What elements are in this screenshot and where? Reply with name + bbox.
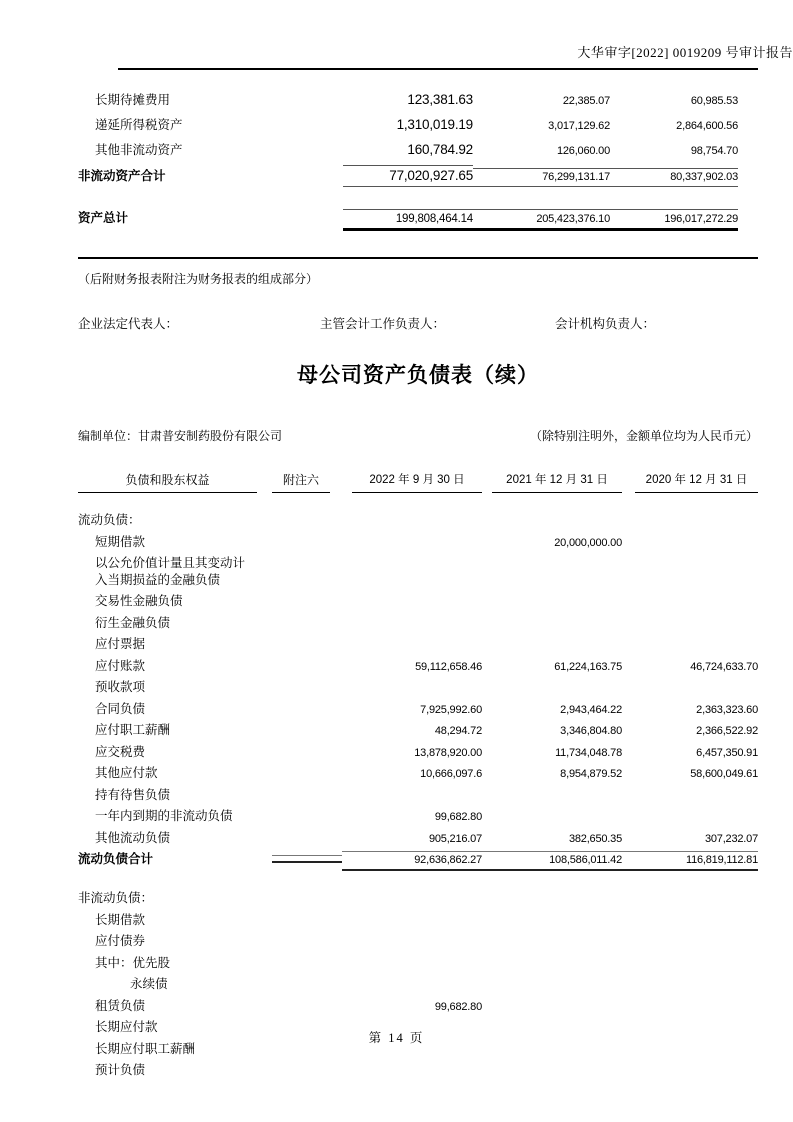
value-2021-12-31 bbox=[482, 521, 622, 524]
row-label bbox=[95, 996, 272, 1014]
value-2022-09-30: 7,925,992.60 bbox=[420, 703, 482, 716]
value-2021-12-31: 126,060.00 bbox=[556, 145, 610, 157]
liabilities-table bbox=[78, 510, 758, 1082]
signature-line bbox=[78, 314, 758, 332]
table-row bbox=[78, 996, 758, 1018]
row-label-line1: 其中：优先股 bbox=[95, 955, 171, 970]
value-2022-09-30 bbox=[342, 645, 482, 648]
legal-representative-label: 企业法定代表人： bbox=[78, 317, 179, 331]
value-2020-12-31: 80,337,902.03 bbox=[610, 168, 738, 187]
note-cell bbox=[272, 624, 342, 627]
value-2022-09-30 bbox=[342, 921, 482, 924]
accounting-dept-head-label: 会计机构负责人： bbox=[555, 317, 656, 331]
row-label-line1: 持有待售负债 bbox=[95, 787, 171, 802]
row-label bbox=[78, 849, 272, 867]
note-cell bbox=[272, 602, 342, 605]
value-2022-09-30: 99,682.80 bbox=[434, 1000, 482, 1013]
currency-unit-note: （除特别注明外，金额单位均为人民币元） bbox=[529, 429, 758, 443]
value-2021-12-31 bbox=[482, 564, 622, 567]
value-2021-12-31 bbox=[482, 985, 622, 988]
column-header-note: 附注六 bbox=[272, 471, 330, 493]
row-label bbox=[95, 656, 272, 674]
assets-table bbox=[78, 90, 758, 233]
row-label-line1: 租赁负债 bbox=[95, 998, 146, 1013]
row-label: 其他非流动资产 bbox=[95, 143, 183, 157]
note-cell bbox=[272, 796, 342, 799]
row-label bbox=[95, 699, 272, 717]
value-2022-09-30: 123,381.63 bbox=[407, 92, 473, 107]
row-label bbox=[95, 591, 272, 609]
value-2022-09-30 bbox=[342, 602, 482, 605]
value-2021-12-31: 2,943,464.22 bbox=[560, 703, 622, 716]
value-2020-12-31 bbox=[622, 564, 758, 567]
value-2022-09-30: 48,294.72 bbox=[434, 725, 482, 737]
row-label bbox=[95, 806, 272, 824]
value-2020-12-31 bbox=[622, 921, 758, 924]
table-row bbox=[78, 699, 758, 721]
row-label-line2: 入当期损益的金融负债 bbox=[95, 572, 221, 587]
table-row bbox=[78, 510, 758, 532]
note-cell bbox=[272, 899, 342, 902]
table-row bbox=[78, 140, 738, 165]
table-row bbox=[78, 888, 758, 910]
value-2021-12-31: 76,299,131.17 bbox=[473, 168, 610, 187]
value-2020-12-31 bbox=[622, 602, 758, 605]
value-2021-12-31: 22,385.07 bbox=[562, 95, 610, 107]
row-label-line1: 应付票据 bbox=[95, 637, 146, 651]
note-cell bbox=[272, 855, 342, 863]
table-row bbox=[78, 785, 758, 807]
value-2022-09-30: 59,112,658.46 bbox=[415, 660, 482, 673]
row-label-line1: 预计负债 bbox=[95, 1063, 146, 1077]
liabilities-table-header bbox=[78, 471, 758, 493]
column-header-2020-12-31: 2020 年 12 月 31 日 bbox=[635, 471, 758, 493]
value-2020-12-31: 46,724,633.70 bbox=[690, 660, 758, 673]
header-rule bbox=[118, 68, 758, 70]
note-cell bbox=[272, 774, 342, 777]
note-cell bbox=[272, 731, 342, 734]
note-cell bbox=[272, 543, 342, 546]
value-2020-12-31: 6,457,350.91 bbox=[696, 746, 758, 759]
value-2021-12-31 bbox=[482, 899, 622, 902]
table-row bbox=[78, 553, 758, 591]
note-cell bbox=[272, 753, 342, 756]
value-2021-12-31: 382,650.35 bbox=[568, 832, 622, 845]
value-2022-09-30 bbox=[342, 942, 482, 945]
value-2020-12-31 bbox=[622, 942, 758, 945]
value-2020-12-31 bbox=[622, 1007, 758, 1010]
row-label-line1: 长期应付款 bbox=[95, 1020, 158, 1034]
row-label bbox=[95, 763, 272, 781]
table-row bbox=[78, 165, 738, 190]
table-row bbox=[78, 742, 758, 764]
value-2021-12-31 bbox=[482, 964, 622, 967]
table-row bbox=[78, 208, 738, 233]
row-label-line1: 应付职工薪酬 bbox=[95, 723, 171, 737]
report-header: 大华审字[2022] 0019209 号审计报告 bbox=[577, 45, 793, 60]
value-2020-12-31: 2,363,323.60 bbox=[696, 703, 758, 716]
chief-accountant-label: 主管会计工作负责人： bbox=[320, 317, 446, 331]
value-2020-12-31: 98,754.70 bbox=[690, 145, 738, 157]
value-2021-12-31 bbox=[482, 921, 622, 924]
value-2020-12-31: 2,366,522.92 bbox=[696, 725, 758, 737]
value-2021-12-31: 205,423,376.10 bbox=[473, 209, 610, 231]
table-row bbox=[78, 763, 758, 785]
value-2020-12-31 bbox=[622, 899, 758, 902]
value-2020-12-31: 58,600,049.61 bbox=[690, 768, 758, 780]
note-cell bbox=[272, 985, 342, 988]
value-2020-12-31 bbox=[622, 796, 758, 799]
row-label bbox=[95, 677, 272, 695]
value-2020-12-31 bbox=[622, 521, 758, 524]
row-label-line1: 预收款项 bbox=[95, 680, 146, 694]
table-row bbox=[78, 613, 758, 635]
value-2022-09-30: 160,784.92 bbox=[407, 142, 473, 157]
value-2020-12-31 bbox=[622, 543, 758, 546]
row-label-line1: 流动负债： bbox=[78, 513, 141, 527]
table-row bbox=[78, 953, 758, 975]
statement-title: 母公司资产负债表（续） bbox=[297, 363, 539, 387]
value-2022-09-30: 13,878,920.00 bbox=[414, 746, 482, 759]
row-label bbox=[95, 634, 272, 652]
row-label bbox=[95, 742, 272, 760]
value-2021-12-31: 3,346,804.80 bbox=[560, 725, 622, 737]
row-label: 长期待摊费用 bbox=[95, 93, 171, 107]
value-2021-12-31: 8,954,879.52 bbox=[560, 768, 622, 780]
row-label-line1: 以公允价值计量且其变动计 bbox=[95, 556, 246, 570]
value-2021-12-31: 61,224,163.75 bbox=[554, 660, 622, 673]
value-2022-09-30: 77,020,927.65 bbox=[343, 165, 473, 187]
value-2022-09-30 bbox=[342, 964, 482, 967]
row-label bbox=[95, 1060, 272, 1078]
row-label-line1: 衍生金融负债 bbox=[95, 615, 171, 630]
note-cell bbox=[272, 921, 342, 924]
value-2021-12-31: 11,734,048.78 bbox=[555, 746, 622, 759]
prepared-by-label: 编制单位：甘肃普安制药股份有限公司 bbox=[78, 429, 283, 443]
row-label-line1: 应付债券 bbox=[95, 934, 146, 948]
value-2022-09-30: 199,808,464.14 bbox=[343, 209, 473, 231]
value-2022-09-30 bbox=[342, 624, 482, 627]
value-2020-12-31 bbox=[622, 964, 758, 967]
row-label-line1: 流动负债合计 bbox=[78, 852, 154, 866]
table-row bbox=[78, 591, 758, 613]
value-2020-12-31 bbox=[622, 1050, 758, 1053]
value-2022-09-30 bbox=[342, 564, 482, 567]
value-2021-12-31 bbox=[482, 1071, 622, 1074]
page-content bbox=[78, 90, 758, 1082]
row-label-line1: 其他应付款 bbox=[95, 766, 158, 780]
attachment-note: （后附财务报表附注为财务报表的组成部分） bbox=[78, 272, 319, 286]
value-2022-09-30: 99,682.80 bbox=[434, 811, 482, 823]
row-label bbox=[95, 828, 272, 846]
row-label-line1: 应交税费 bbox=[95, 744, 146, 759]
value-2020-12-31: 60,985.53 bbox=[690, 95, 738, 107]
value-2022-09-30 bbox=[342, 1050, 482, 1053]
value-2022-09-30: 1,310,019.19 bbox=[396, 117, 473, 132]
table-row bbox=[78, 828, 758, 850]
row-label-line1: 永续债 bbox=[130, 977, 168, 991]
table-row bbox=[78, 720, 758, 742]
row-label: 递延所得税资产 bbox=[95, 118, 183, 132]
note-cell bbox=[272, 1071, 342, 1074]
note-cell bbox=[272, 688, 342, 691]
table-row bbox=[78, 677, 758, 699]
table-row bbox=[78, 115, 738, 140]
table-row bbox=[78, 90, 738, 115]
table-row bbox=[78, 849, 758, 871]
value-2021-12-31 bbox=[482, 1050, 622, 1053]
page-number: 第 14 页 bbox=[368, 1031, 425, 1045]
value-2021-12-31 bbox=[482, 796, 622, 799]
row-label: 非流动资产合计 bbox=[78, 169, 166, 183]
table-row bbox=[78, 1060, 758, 1082]
value-2022-09-30 bbox=[342, 521, 482, 524]
value-2022-09-30: 92,636,862.27 bbox=[342, 851, 482, 871]
table-row bbox=[78, 910, 758, 932]
section-divider-rule bbox=[78, 257, 758, 259]
row-label bbox=[95, 785, 272, 803]
note-cell bbox=[272, 817, 342, 820]
value-2022-09-30: 10,666,097.6 bbox=[420, 768, 482, 780]
note-cell bbox=[272, 521, 342, 524]
row-label-line1: 应付账款 bbox=[95, 658, 146, 673]
table-row bbox=[78, 806, 758, 828]
value-2020-12-31 bbox=[622, 1071, 758, 1074]
note-cell bbox=[272, 645, 342, 648]
value-2021-12-31 bbox=[482, 1007, 622, 1010]
value-2020-12-31 bbox=[622, 624, 758, 627]
value-2022-09-30 bbox=[342, 796, 482, 799]
value-2021-12-31: 3,017,129.62 bbox=[548, 120, 610, 132]
column-header-2021-12-31: 2021 年 12 月 31 日 bbox=[492, 471, 622, 493]
value-2020-12-31 bbox=[622, 688, 758, 691]
table-row bbox=[78, 974, 758, 996]
value-2021-12-31 bbox=[482, 688, 622, 691]
row-label-line1: 合同负债 bbox=[95, 701, 146, 716]
value-2022-09-30 bbox=[342, 688, 482, 691]
note-cell bbox=[272, 667, 342, 670]
value-2022-09-30 bbox=[342, 899, 482, 902]
value-2020-12-31 bbox=[622, 985, 758, 988]
table-row bbox=[78, 931, 758, 953]
row-label bbox=[78, 888, 272, 906]
note-cell bbox=[272, 942, 342, 945]
row-label-line1: 长期借款 bbox=[95, 912, 146, 927]
row-label bbox=[95, 953, 272, 971]
row-label: 资产总计 bbox=[78, 211, 129, 225]
column-header-item: 负债和股东权益 bbox=[78, 471, 257, 493]
row-label bbox=[95, 553, 272, 591]
row-label-line1: 其他流动负债 bbox=[95, 830, 171, 845]
value-2021-12-31 bbox=[482, 624, 622, 627]
note-cell bbox=[272, 964, 342, 967]
value-2020-12-31: 116,819,112.81 bbox=[622, 851, 758, 871]
value-2022-09-30 bbox=[342, 1071, 482, 1074]
value-2021-12-31: 108,586,011.42 bbox=[482, 851, 622, 871]
value-2022-09-30: 905,216.07 bbox=[428, 832, 482, 845]
table-row bbox=[78, 634, 758, 656]
value-2021-12-31 bbox=[482, 817, 622, 820]
row-label bbox=[95, 910, 272, 928]
value-2020-12-31: 307,232.07 bbox=[704, 832, 758, 845]
row-label-line1: 一年内到期的非流动负债 bbox=[95, 809, 233, 823]
row-label bbox=[95, 532, 272, 550]
note-cell bbox=[272, 1007, 342, 1010]
row-label bbox=[95, 720, 272, 738]
value-2020-12-31: 2,864,600.56 bbox=[676, 120, 738, 132]
table-row bbox=[78, 656, 758, 678]
value-2021-12-31 bbox=[482, 942, 622, 945]
column-header-2022-09-30: 2022 年 9 月 30 日 bbox=[352, 471, 482, 493]
value-2022-09-30 bbox=[342, 543, 482, 546]
row-label bbox=[95, 613, 272, 631]
row-label-line1: 非流动负债： bbox=[78, 891, 154, 905]
value-2021-12-31 bbox=[482, 645, 622, 648]
value-2020-12-31 bbox=[622, 645, 758, 648]
value-2022-09-30 bbox=[342, 985, 482, 988]
row-label-line1: 交易性金融负债 bbox=[95, 594, 183, 608]
row-label-line1: 长期应付职工薪酬 bbox=[95, 1041, 196, 1056]
value-2020-12-31 bbox=[622, 817, 758, 820]
note-cell bbox=[272, 1050, 342, 1053]
preparation-row bbox=[78, 427, 758, 444]
row-label bbox=[130, 974, 272, 992]
row-label-line1: 短期借款 bbox=[95, 534, 146, 549]
row-label bbox=[95, 931, 272, 949]
note-cell bbox=[272, 564, 342, 567]
row-label bbox=[78, 510, 272, 528]
table-row bbox=[78, 532, 758, 554]
value-2021-12-31: 20,000,000.00 bbox=[554, 536, 622, 549]
value-2020-12-31: 196,017,272.29 bbox=[610, 209, 738, 231]
value-2021-12-31 bbox=[482, 602, 622, 605]
note-cell bbox=[272, 710, 342, 713]
note-cell bbox=[272, 839, 342, 842]
